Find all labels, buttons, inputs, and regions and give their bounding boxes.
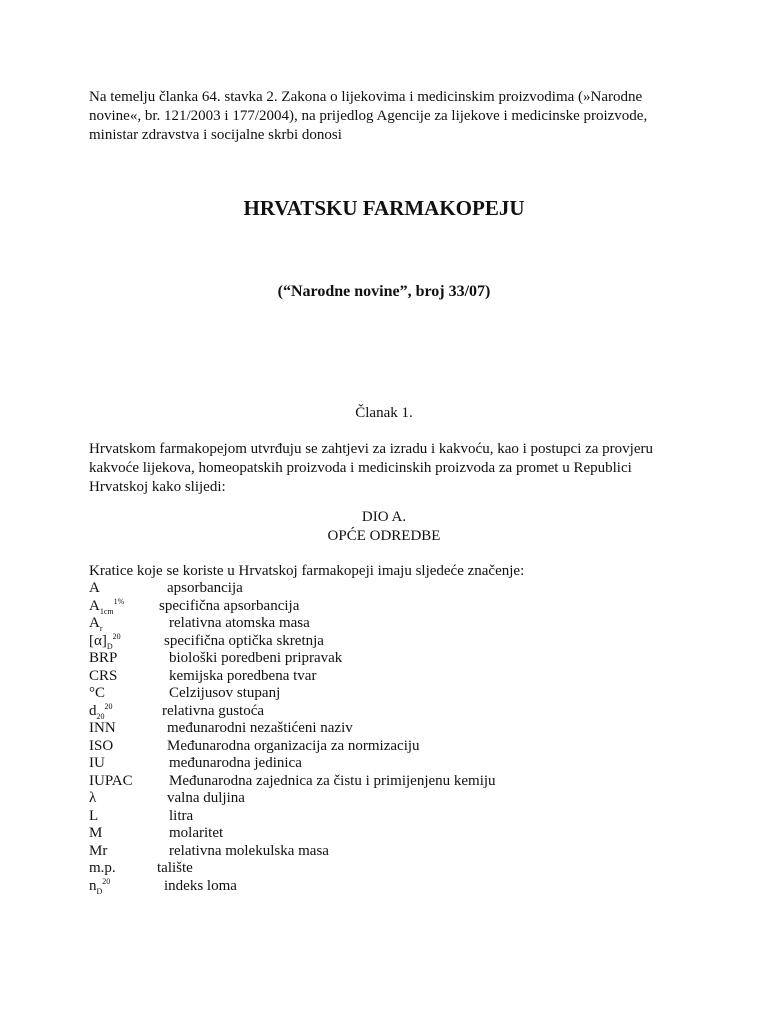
part-subheading: OPĆE ODREDBE [327,528,441,544]
abbreviation-symbol: d [89,702,97,719]
abbreviation-row [89,685,689,703]
article-heading: Članak 1. [355,405,413,421]
abbreviation-symbol: BRP [89,650,118,666]
abbreviation-meaning: međunarodni nezaštićeni naziv [167,720,353,736]
abbreviation-symbol: °C [89,685,106,701]
abbreviation-key [89,668,117,686]
abbreviation-row [89,825,689,843]
abbreviation-meaning: međunarodna jedinica [169,755,302,771]
abbreviation-meaning: Celzijusov stupanj [169,685,281,701]
abbreviation-meaning: relativna molekulska masa [169,842,329,859]
article-body: Hrvatskom farmakopejom utvrđuju se zahtjevi za izradu i kakvoću, kao i postupci za provjeru kakvoće lijekova, homeopatskih proizvoda i medicinskih proizvoda za promet u Republici Hrvatskoj kako slijedi: [89,441,653,495]
abbreviation-row [89,650,689,668]
abbreviation-key [89,685,105,703]
abbreviation-key [89,650,117,668]
abbreviation-key [89,860,116,878]
abbreviation-key [89,633,121,651]
abbreviation-key [89,755,105,773]
abbreviation-key [89,720,116,738]
abbreviations-intro: Kratice koje se koriste u Hrvatskoj farmakopeji imaju sljedeće značenje: [89,563,525,579]
abbreviation-row [89,773,689,791]
abbreviation-subscript: r [99,624,103,633]
abbreviation-row [89,860,689,878]
abbreviation-row [89,580,689,598]
abbreviation-meaning: litra [169,807,194,824]
abbreviation-symbol: A [89,580,100,596]
abbreviation-meaning: apsorbancija [167,580,243,596]
abbreviation-superscript: 1% [113,596,125,606]
abbreviation-symbol: IU [89,755,105,771]
abbreviation-row [89,738,689,756]
abbreviation-key [89,580,100,598]
abbreviation-meaning: kemijska poredbena tvar [169,667,317,684]
abbreviation-meaning: relativna atomska masa [169,615,310,631]
abbreviation-row [89,755,689,773]
abbreviation-symbol: M [89,825,103,841]
abbreviation-meaning: Međunarodna zajednica za čistu i primijenjenu kemiju [169,772,496,789]
abbreviation-symbol: INN [89,720,116,736]
abbreviation-row [89,703,689,721]
document-title: HRVATSKU FARMAKOPEJU [243,196,525,220]
abbreviation-row [89,808,689,826]
abbreviation-key [89,773,133,791]
abbreviation-subscript: 20 [96,711,105,721]
abbreviation-key [89,703,113,721]
abbreviation-key [89,790,96,808]
part-heading: DIO A. [361,509,407,525]
abbreviation-row [89,615,689,633]
abbreviation-symbol: A [89,597,100,614]
abbreviation-symbol: ISO [89,737,114,754]
abbreviation-row [89,790,689,808]
abbreviation-meaning: specifična optička skretnja [164,632,324,649]
abbreviation-symbol: λ [89,790,97,806]
abbreviation-symbol: Mr [89,842,108,859]
abbreviation-key [89,808,98,826]
abbreviations-list [89,580,689,895]
abbreviation-key [89,878,110,896]
abbreviation-symbol: n [89,877,97,894]
abbreviation-row [89,598,689,616]
abbreviation-key [89,738,113,756]
abbreviation-subscript: D [96,886,103,896]
abbreviation-row [89,633,689,651]
abbreviation-symbol: IUPAC [89,772,133,789]
gazette-reference: (“Narodne novine”, broj 33/07) [277,283,491,300]
abbreviation-superscript: 20 [104,701,113,711]
abbreviation-row [89,843,689,861]
abbreviation-meaning: molaritet [169,825,224,841]
abbreviation-meaning: biološki poredbeni pripravak [169,650,343,666]
abbreviation-symbol: [α] [89,632,107,649]
abbreviation-symbol: CRS [89,667,118,684]
abbreviation-symbol: m.p. [89,860,116,876]
abbreviation-symbol: L [89,807,99,824]
abbreviation-meaning: specifična apsorbancija [159,597,300,614]
intro-paragraph: Na temelju članka 64. stavka 2. Zakona o lijekovima i medicinskim proizvodima (»Narodne novine«, br. 121/2003 i 177/2004), na prijedlog Agencije za lijekove i medicinske proizvode, ministar zdravstva i socijalne skrbi donosi [89,89,648,143]
abbreviation-row [89,720,689,738]
abbreviation-key [89,615,103,633]
abbreviation-key [89,825,102,843]
abbreviation-row [89,878,689,896]
abbreviation-subscript: 1cm [99,606,114,616]
abbreviation-meaning: valna duljina [167,790,245,806]
abbreviation-meaning: talište [157,860,193,876]
abbreviation-superscript: 20 [102,876,111,886]
abbreviation-meaning: relativna gustoća [162,702,265,719]
abbreviation-row [89,668,689,686]
abbreviation-subscript: D [106,641,113,651]
abbreviation-key [89,598,124,616]
abbreviation-meaning: indeks loma [164,877,237,894]
abbreviation-key [89,843,107,861]
abbreviation-symbol: A [89,615,100,631]
abbreviation-meaning: Međunarodna organizacija za normizaciju [167,737,420,754]
abbreviation-superscript: 20 [112,631,121,641]
